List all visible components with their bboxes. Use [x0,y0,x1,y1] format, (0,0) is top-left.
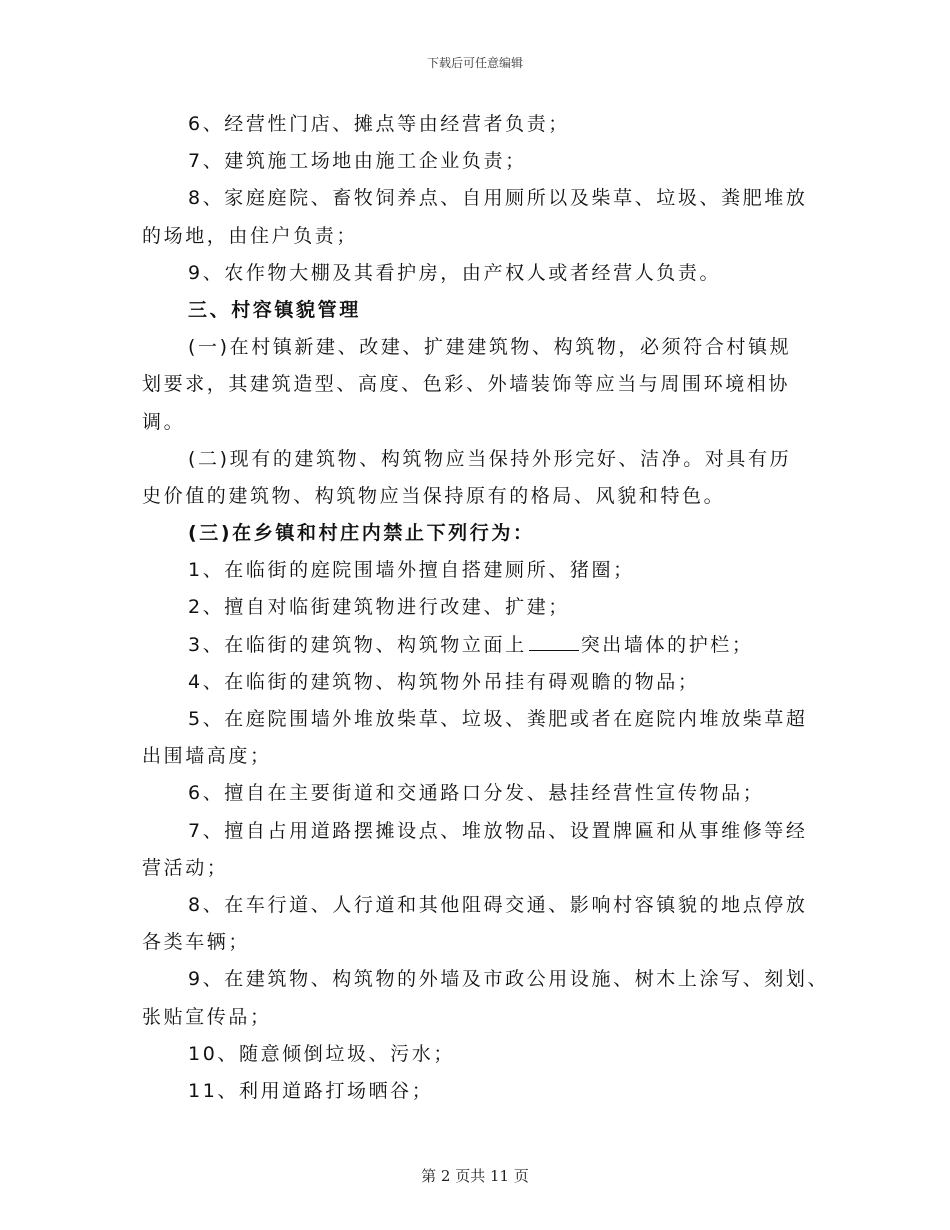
line-text-after-blank: 突出墙体的护栏； [580,633,754,656]
fill-in-blank [529,632,579,651]
text-line [142,813,818,850]
line-text: 6、经营性门店、摊点等由经营者负责； [188,113,570,135]
section-heading [142,292,818,329]
text-line [142,552,818,589]
text-line [142,1036,818,1073]
text-line [142,850,818,887]
line-text: 9、在建筑物、构筑物的外墙及市政公用设施、树木上涂写、刻划、 [188,968,830,991]
line-text: 营活动； [142,856,229,879]
text-line [142,701,818,738]
text-line [142,441,818,478]
text-line [142,366,818,403]
text-line [142,218,818,255]
text-line [142,775,818,812]
line-text: (二)现有的建筑物、构筑物应当保持外形完好、洁净。对具有历 [188,447,792,470]
document-body [142,106,830,1110]
line-text: 8、在车行道、人行道和其他阻碍交通、影响村容镇貌的地点停放 [188,893,808,916]
text-line [142,255,818,292]
line-text: 各类车辆； [142,931,251,954]
line-text: 4、在临街的建筑物、构筑物外吊挂有碍观瞻的物品； [188,670,700,693]
text-line [142,924,818,961]
text-line [142,143,818,180]
line-text: 6、擅自在主要街道和交通路口分发、悬挂经营性宣传物品； [188,782,765,805]
line-text: 3、在临街的建筑物、构筑物立面上 [188,633,527,656]
line-text: 11、利用道路打场晒谷； [188,1079,434,1102]
page-footer: 第 2 页共 11 页 [421,1167,529,1185]
text-line [142,329,818,366]
text-line [142,627,818,664]
text-line [142,1073,818,1110]
line-text: 张贴宣传品； [142,1005,272,1028]
line-text: 1、在临街的庭院围墙外擅自搭建厕所、猪圈； [188,559,635,582]
line-text: 5、在庭院围墙外堆放柴草、垃圾、粪肥或者在庭院内堆放柴草超 [188,708,808,730]
text-line [142,738,818,775]
text-line [142,478,818,515]
line-text: 9、农作物大棚及其看护房，由产权人或者经营人负责。 [188,261,722,284]
text-line [142,999,818,1036]
text-line [142,180,818,217]
line-text: 8、家庭庭院、畜牧饲养点、自用厕所以及柴草、垃圾、粪肥堆放 [188,187,808,210]
text-line [142,589,818,626]
section-heading [142,515,818,552]
text-line [142,961,830,998]
line-text: 2、擅自对临街建筑物进行改建、扩建； [188,596,570,619]
line-text: (三)在乡镇和村庄内禁止下列行为： [188,522,535,545]
line-text: 出围墙高度； [142,745,272,768]
text-line [142,887,818,924]
line-text: (一)在村镇新建、改建、扩建建筑物、构筑物，必须符合村镇规 [188,336,792,359]
line-text: 调。 [142,410,186,433]
text-line [142,404,818,441]
line-text: 的场地，由住户负责； [142,224,359,247]
line-text: 三、村容镇貌管理 [188,298,361,321]
line-text: 划要求，其建筑造型、高度、色彩、外墙装饰等应当与周围环境相协 [142,373,791,396]
text-line [142,106,818,143]
page-header: 下载后可任意编辑 [426,56,523,70]
line-text: 10、随意倾倒垃圾、污水； [188,1042,455,1065]
line-text: 7、擅自占用道路摆摊设点、堆放物品、设置牌匾和从事维修等经 [188,819,808,842]
line-text: 史价值的建筑物、构筑物应当保持原有的格局、风貌和特色。 [142,484,726,507]
text-line [142,664,818,701]
line-text: 7、建筑施工场地由施工企业负责； [188,150,527,173]
